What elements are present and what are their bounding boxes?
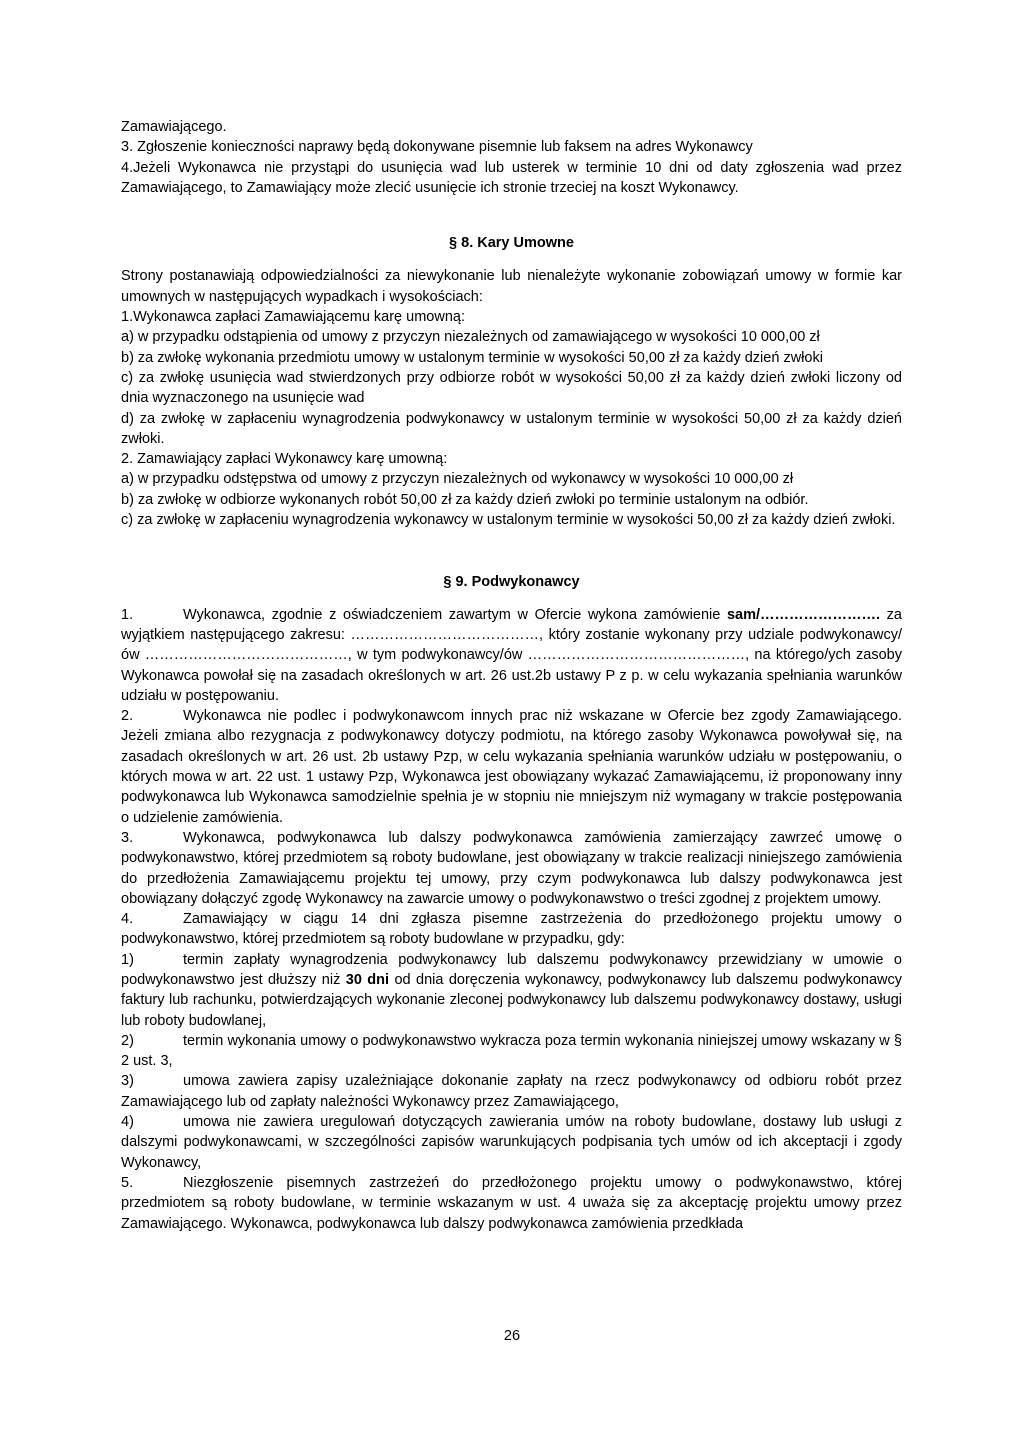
s8-point-1c: c) za zwłokę usunięcia wad stwierdzonych przy odbiorze robót w wysokości 50,00 zł za każdy dzień zwłoki liczony od dnia wyznaczonego na usunięcie wad (121, 369, 902, 407)
s8-point-2a: a) w przypadku odstępstwa od umowy z przyczyn niezależnych od wykonawcy w wysokości 10 000,00 zł (121, 471, 794, 488)
s9-i3-text: umowa zawiera zapisy uzależniające dokonanie zapłaty na rzecz podwykonawcy od odbioru robót przez Zamawiającego lub od zapłaty należności Wykonawcy przez Zamawiającego, (121, 1073, 902, 1110)
s9-i4-text: umowa nie zawiera uregulowań dotyczących zawierania umów na roboty budowlane, dostawy lub usługi z dalszymi podwykonawcami, w szczególności zapisów warunkujących podpisania tych umów od ich akceptacji i zgody Wykonawcy, (121, 1114, 902, 1171)
s9-i3-number: 3) (121, 1073, 134, 1090)
s8-point-2c: c) za zwłokę w zapłaceniu wynagrodzenia wykonawcy w ustalonym terminie w wysokości 50,00 zł za każdy dzień zwłoki. (121, 512, 896, 529)
s9-paragraph-1 (121, 605, 902, 706)
s8-point-1d: d) za zwłokę w zapłaceniu wynagrodzenia podwykonawcy w ustalonym terminie w wysokości 50,00 zł za każdy dzień zwłoki. (121, 410, 902, 447)
s9-i1-number: 1) (121, 951, 134, 968)
s9-p3-text: Wykonawca, podwykonawca lub dalszy podwykonawca zamówienia zamierzający zawrzeć umowę o podwykonawstwo, której przedmiotem są roboty budowlane, jest obowiązany w trakcie realizacji niniejszego zamówienia do przedłożenia Zamawiającemu projektu tej umowy, przy czym podwykonawca lub dalszy podwykonawca jest obowiązany dołączyć zgodę Wykonawcy na zawarcie umowy o podwykonawstwo o treści zgodnej z projektem umowy. (121, 829, 902, 907)
s9-p4-text: Zamawiający w ciągu 14 dni zgłasza pisemne zastrzeżenia do przedłożonego projektu umowy o podwykonawstwo, której przedmiotem są roboty budowlane w przypadku, gdy: (121, 911, 902, 948)
s9-item-2 (121, 1031, 902, 1072)
s9-p3-number: 3. (121, 829, 134, 846)
section-9-heading: § 9. Podwykonawcy (443, 574, 580, 591)
s9-paragraph-4 (121, 909, 902, 950)
s9-i2-text: termin wykonania umowy o podwykonawstwo wykracza poza termin wykonania niniejszej umowy wskazany w § 2 ust. 3, (121, 1032, 902, 1070)
s9-paragraph-2 (121, 706, 902, 828)
intro-line-2: 3. Zgłoszenie konieczności naprawy będą dokonywane pisemnie lub faksem na adres Wykonawcy (121, 139, 753, 156)
s9-i2-number: 2) (121, 1032, 134, 1049)
s9-p1-text-b: sam/……………………. (726, 606, 881, 623)
s9-i4-number: 4) (121, 1114, 134, 1131)
page-number: 26 (503, 1328, 521, 1344)
s9-i1-text-b: 30 dni (345, 971, 390, 988)
s8-point-1: 1.Wykonawca zapłaci Zamawiającemu karę umowną: (121, 309, 465, 326)
s9-p5-number: 5. (121, 1174, 134, 1191)
s9-i1-text-a: termin zapłaty wynagrodzenia podwykonawcy lub dalszemu podwykonawcy przewidziany w umowie o podwykonawstwo jest dłuższy niż (121, 951, 902, 988)
s9-p4-number: 4. (121, 911, 134, 928)
intro-line-1: Zamawiającego. (121, 119, 227, 135)
s9-paragraph-3 (121, 828, 902, 909)
s9-paragraph-5 (121, 1173, 902, 1234)
s9-p2-number: 2. (121, 708, 134, 725)
s8-point-2: 2. Zamawiający zapłaci Wykonawcy karę umowną: (121, 451, 448, 468)
s8-point-1b: b) za zwłokę wykonania przedmiotu umowy w ustalonym terminie w wysokości 50,00 zł za każdy dzień zwłoki (121, 349, 823, 366)
s9-item-3 (121, 1071, 902, 1112)
s9-item-4 (121, 1112, 902, 1173)
s9-p1-text-c: za wyjątkiem następującego zakresu: …………………………………, który zostanie wykonany przy udziale podwykonawcy/ów ……………………………………, w tym podwykonawcy/ów ………………………………………, na którego/ych zasoby Wykonawca powołał się na zasadach określonych w art. 26 ust.2b ustawy P z p. w celu wykazania spełniania warunków udziału w postępowaniu. (121, 606, 902, 704)
s9-p1-number: 1. (121, 606, 134, 623)
s9-p5-text: Niezgłoszenie pisemnych zastrzeżeń do przedłożonego projektu umowy o podwykonawstwo, której przedmiotem są roboty budowlane, w terminie wskazanym w ust. 4 uważa się za akceptację projektu umowy przez Zamawiającego. Wykonawca, podwykonawca lub dalszy podwykonawca zamówienia przedkłada (121, 1174, 902, 1232)
document-body (121, 117, 902, 1234)
s9-p1-text-a: Wykonawca, zgodnie z oświadczeniem zawartym w Ofercie wykona zamówienie (183, 606, 727, 623)
intro-line-3: 4.Jeżeli Wykonawca nie przystąpi do usunięcia wad lub usterek w terminie 10 dni od daty zgłoszenia wad przez Zamawiającego, to Zamawiający może zlecić usunięcie ich stronie trzeciej na koszt Wykonawcy. (121, 159, 902, 196)
s8-intro: Strony postanawiają odpowiedzialności za niewykonanie lub nienależyte wykonanie zobowiązań umowy w formie kar umownych w następujących wypadkach i wysokościach: (121, 268, 902, 305)
section-8-heading: § 8. Kary Umowne (449, 235, 574, 252)
s8-point-2b: b) za zwłokę w odbiorze wykonanych robót 50,00 zł za każdy dzień zwłoki po terminie ustalonym na odbiór. (121, 491, 809, 508)
s9-p2-text: Wykonawca nie podlec i podwykonawcom innych prac niż wskazane w Ofercie bez zgody Zamawiającego. Jeżeli zmiana albo rezygnacja z podwykonawcy dotyczy podmiotu, na którego zasoby Wykonawca powoływał się, na zasadach określonych w art. 26 ust. 2b ustawy Pzp, w celu wykazania spełniania warunków udziału w postępowaniu, o których mowa w art. 22 ust. 1 ustawy Pzp, Wykonawca jest obowiązany wykazać Zamawiającemu, iż proponowany inny podwykonawca lub Wykonawca samodzielnie spełnia je w stopniu nie mniejszym niż wymagany w trakcie postępowania o udzielenie zamówienia. (121, 708, 902, 826)
s9-item-1 (121, 950, 902, 1031)
s8-point-1a: a) w przypadku odstąpienia od umowy z przyczyn niezależnych od zamawiającego w wysokości 10 000,00 zł (121, 329, 820, 346)
s9-i1-text-c: od dnia doręczenia wykonawcy, podwykonawcy lub dalszemu podwykonawcy faktury lub rachunku, potwierdzających wykonanie zleconej podwykonawcy lub dalszemu podwykonawcy dostawy, usługi lub roboty budowlanej, (121, 971, 902, 1029)
